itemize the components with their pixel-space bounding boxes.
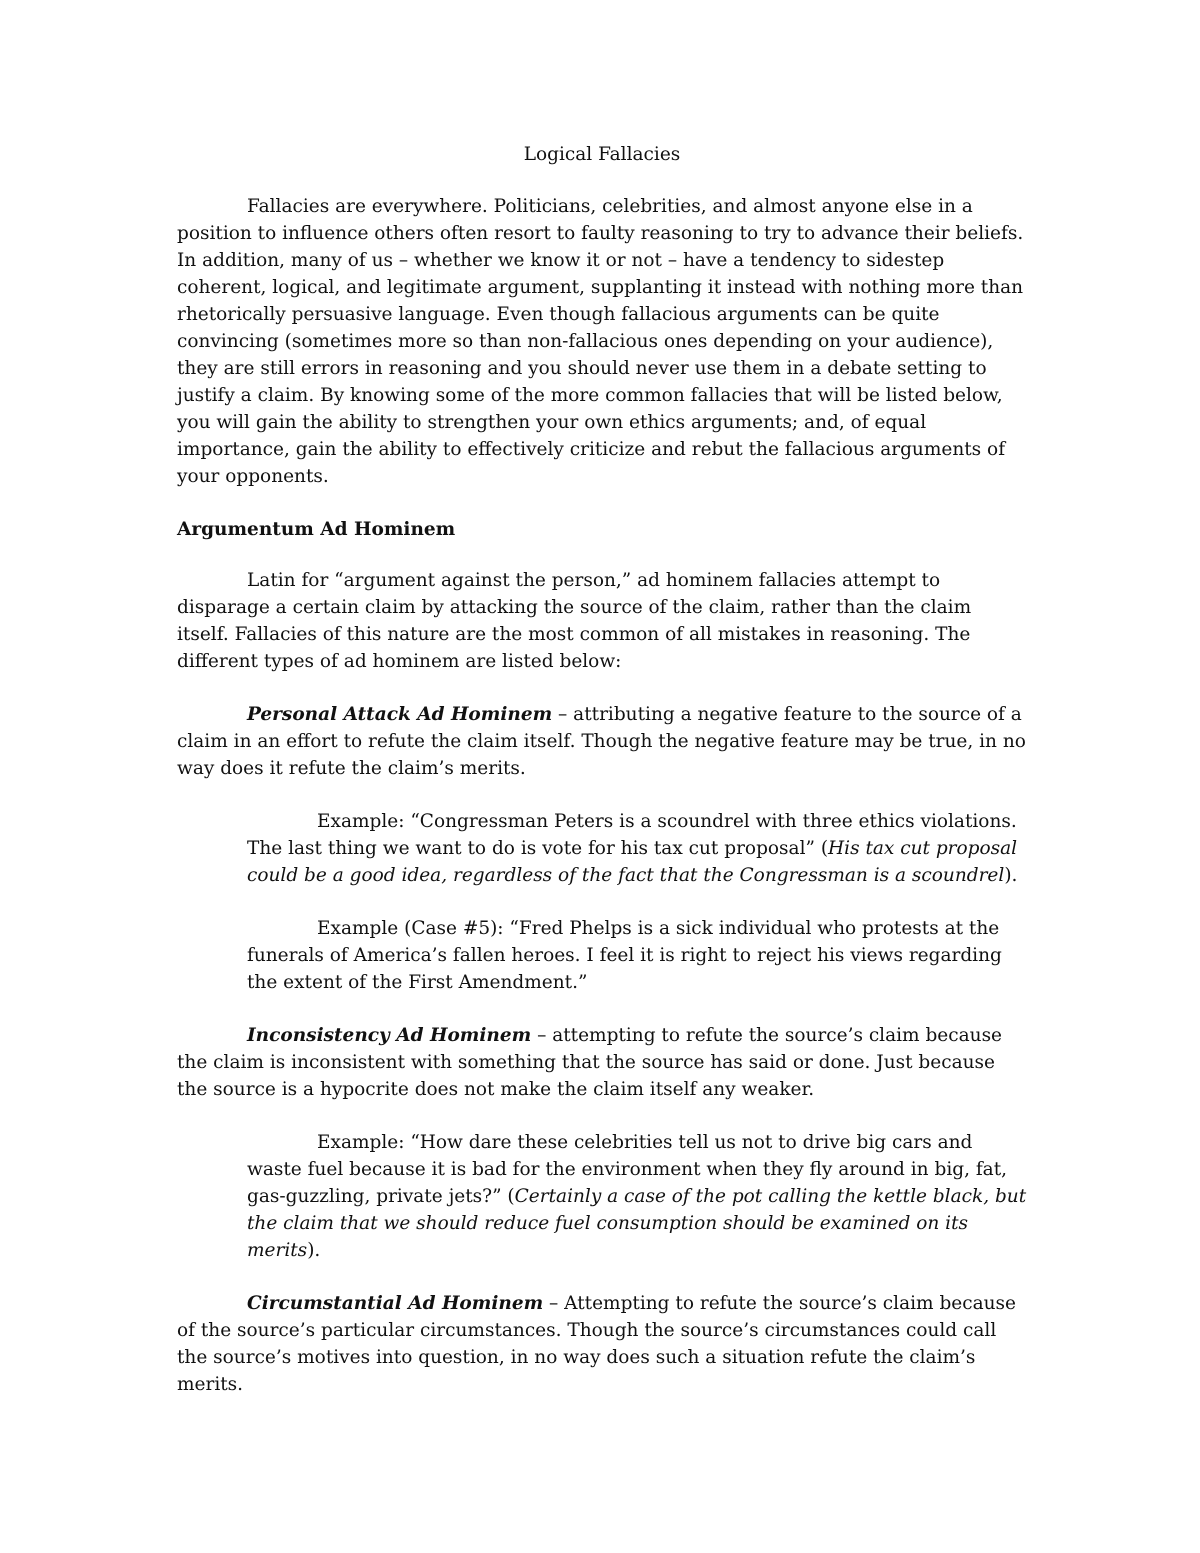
example-1-end: ). — [1004, 865, 1018, 886]
circumstantial-paragraph — [177, 1290, 1027, 1398]
circumstantial-term: Circumstantial Ad Hominem — [247, 1293, 544, 1314]
personal-attack-definition: – attributing a negative feature to the source of a claim in an effort to refute the claim itself. Though the negative feature may be true, in no way does it refute the claim’s merits. — [177, 704, 1026, 779]
example-1-note: His tax cut proposal could be a good idea, regardless of the fact that the Congressman is a scoundrel — [247, 838, 1018, 886]
document-page — [177, 141, 1027, 1398]
document-title: Logical Fallacies — [523, 144, 681, 165]
inconsistency-example — [247, 1129, 1027, 1264]
inconsistency-paragraph — [177, 1022, 1027, 1103]
inconsistency-example-note: Certainly a case of the pot calling the kettle black, but the claim that we should reduce fuel consumption should be examined on its merits — [247, 1186, 1027, 1261]
section-heading: Argumentum Ad Hominem — [177, 519, 456, 540]
section-intro-paragraph: Latin for “argument against the person,” ad hominem fallacies attempt to disparage a certain claim by attacking the source of the claim, rather than the claim itself. Fallacies of this nature are the most common of all mistakes in reasoning. The different types of ad hominem are listed below: — [177, 570, 972, 672]
inconsistency-term: Inconsistency Ad Hominem — [247, 1025, 532, 1046]
intro-paragraph: Fallacies are everywhere. Politicians, celebrities, and almost anyone else in a position to influence others often resort to faulty reasoning to try to advance their beliefs. In addition, many of us – whether we know it or not – have a tendency to sidestep coherent, logical, and legitimate argument, supplanting it instead with nothing more than rhetorically persuasive language. Even though fallacious arguments can be quite convincing (sometimes more so than non-fallacious ones depending on your audience), they are still errors in reasoning and you should never use them in a debate setting to justify a claim. By knowing some of the more common fallacies that will be listed below, you will gain the ability to strengthen your own ethics arguments; and, of equal importance, gain the ability to effectively criticize and rebut the fallacious arguments of your opponents. — [177, 196, 1024, 487]
personal-attack-term: Personal Attack Ad Hominem — [247, 704, 553, 725]
personal-attack-example-2: Example (Case #5): “Fred Phelps is a sick individual who protests at the funerals of America’s fallen heroes. I feel it is right to reject his views regarding the extent of the First Amendment.” — [247, 918, 1002, 993]
example-1-text: Example: “Congressman Peters is a scoundrel with three ethics violations. The last thing we want to do is vote for his tax cut proposal” ( — [247, 811, 1017, 859]
inconsistency-example-text: Example: “How dare these celebrities tell us not to drive big cars and waste fuel because it is bad for the environment when they fly around in big, fat, gas-guzzling, private jets?” ( — [247, 1132, 1008, 1207]
circumstantial-definition: – Attempting to refute the source’s claim because of the source’s particular circumstances. Though the source’s circumstances could call the source’s motives into question, in no way does such a situation refute the claim’s merits. — [177, 1293, 1016, 1395]
inconsistency-example-end: ). — [307, 1240, 321, 1261]
personal-attack-example-1 — [247, 808, 1027, 889]
personal-attack-paragraph — [177, 701, 1027, 782]
inconsistency-definition: – attempting to refute the source’s claim because the claim is inconsistent with something that the source has said or done. Just because the source is a hypocrite does not make the claim itself any weaker. — [177, 1025, 1003, 1100]
